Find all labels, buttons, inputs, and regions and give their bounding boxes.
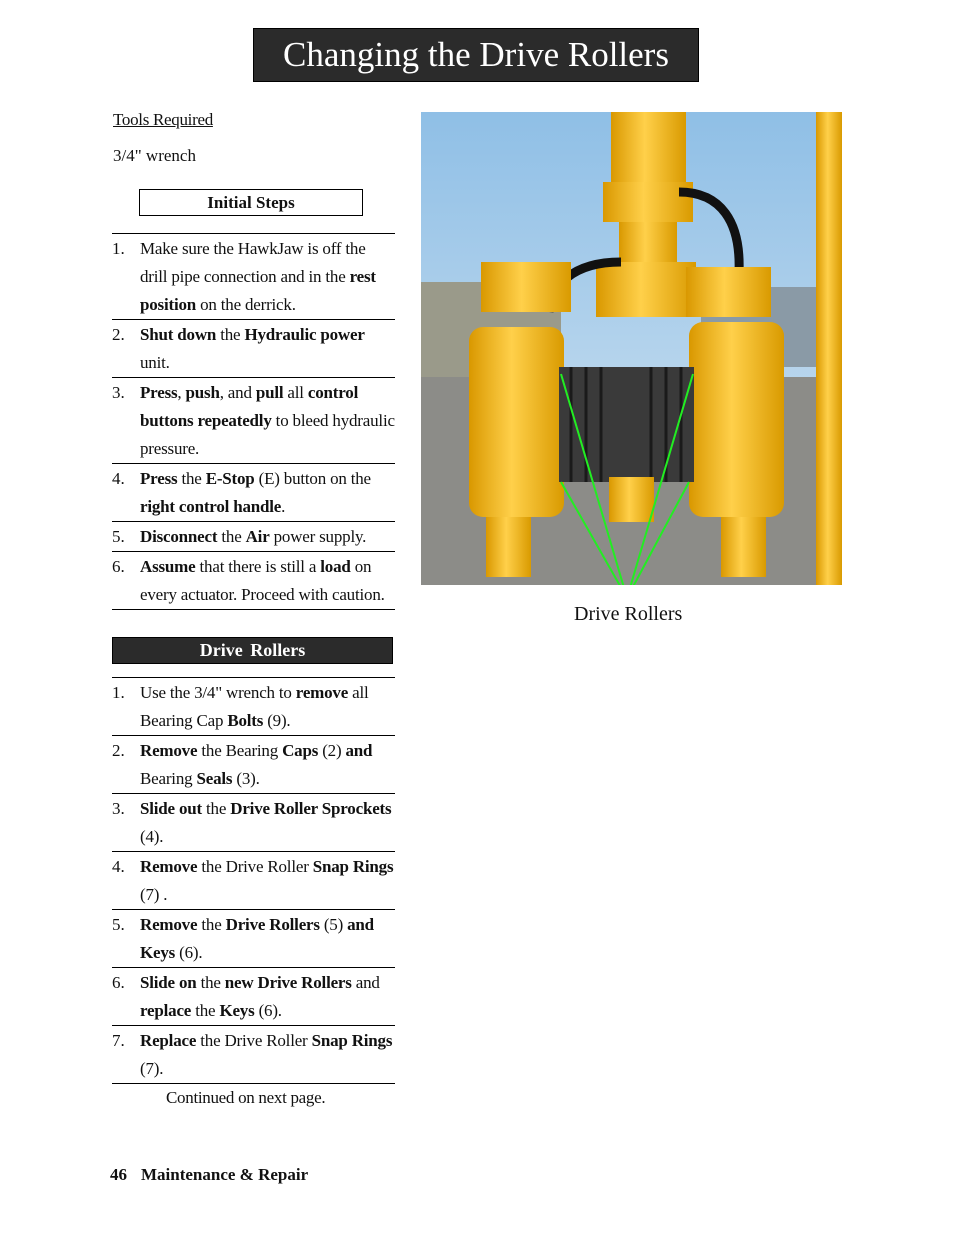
- photo-lower-body: [609, 477, 654, 522]
- photo-caption: Drive Rollers: [574, 603, 683, 625]
- initial-step-6: [112, 552, 395, 610]
- photo-right-housing: [689, 322, 784, 517]
- continued-note: Continued on next page.: [166, 1088, 326, 1107]
- step-text: Press, push, and pull all control buttons repeatedly to bleed hydraulic pressure.: [140, 383, 395, 458]
- initial-step-5: [112, 522, 395, 552]
- photo-right-foot: [721, 517, 766, 577]
- initial-steps-list: [112, 233, 395, 610]
- step-text: Use the 3/4" wrench to remove all Bearing Cap Bolts (9).: [140, 683, 369, 730]
- page-title: Changing the Drive Rollers: [253, 28, 699, 82]
- step-number: 3.: [112, 383, 125, 402]
- page-number: 46: [110, 1165, 127, 1184]
- step-text: Disconnect the Air power supply.: [140, 527, 367, 546]
- page-footer: [110, 1165, 308, 1185]
- step-text: Slide out the Drive Roller Sprockets (4).: [140, 799, 392, 846]
- initial-step-3: [112, 378, 395, 464]
- step-text: Assume that there is still a load on every actuator. Proceed with caution.: [140, 557, 385, 604]
- step-text: Slide on the new Drive Rollers and replace the Keys (6).: [140, 973, 380, 1020]
- tools-required-label: Tools Required: [113, 110, 213, 129]
- step-text: Replace the Drive Roller Snap Rings (7).: [140, 1031, 393, 1078]
- step-text: Remove the Drive Rollers (5) and Keys (6).: [140, 915, 374, 962]
- step-number: 3.: [112, 799, 125, 818]
- drive-rollers-step-7: [112, 1026, 395, 1084]
- drive-rollers-step-3: [112, 794, 395, 852]
- step-number: 7.: [112, 1031, 125, 1050]
- step-number: 1.: [112, 683, 125, 702]
- drive-rollers-step-4: [112, 852, 395, 910]
- photo-right-post: [816, 112, 842, 585]
- drive-rollers-step-2: [112, 736, 395, 794]
- step-number: 1.: [112, 239, 125, 258]
- step-number: 2.: [112, 741, 125, 760]
- step-text: Shut down the Hydraulic power unit.: [140, 325, 365, 372]
- initial-step-2: [112, 320, 395, 378]
- step-number: 4.: [112, 469, 125, 488]
- step-text: Press the E-Stop (E) button on the right control handle.: [140, 469, 371, 516]
- initial-step-1: [112, 234, 395, 320]
- step-number: 2.: [112, 325, 125, 344]
- initial-step-4: [112, 464, 395, 522]
- tools-required-value: 3/4" wrench: [113, 146, 196, 165]
- step-number: 6.: [112, 557, 125, 576]
- step-text: Remove the Bearing Caps (2) and Bearing Seals (3).: [140, 741, 373, 788]
- drive-rollers-photo: [421, 112, 842, 585]
- step-number: 4.: [112, 857, 125, 876]
- drive-rollers-step-1: [112, 678, 395, 736]
- photo-neck: [619, 222, 677, 262]
- drive-rollers-steps-list: [112, 677, 395, 1084]
- photo-left-cap: [481, 262, 571, 312]
- initial-steps-heading: Initial Steps: [139, 189, 363, 216]
- drive-rollers-step-5: [112, 910, 395, 968]
- photo-left-housing: [469, 327, 564, 517]
- photo-right-cap: [686, 267, 771, 317]
- step-number: 6.: [112, 973, 125, 992]
- step-number: 5.: [112, 915, 125, 934]
- footer-section: Maintenance & Repair: [141, 1165, 309, 1184]
- photo-hub: [596, 262, 696, 317]
- step-number: 5.: [112, 527, 125, 546]
- step-text: Remove the Drive Roller Snap Rings (7) .: [140, 857, 394, 904]
- photo-top-shaft: [611, 112, 686, 182]
- drive-rollers-step-6: [112, 968, 395, 1026]
- photo-left-foot: [486, 517, 531, 577]
- photo-rollers: [559, 367, 694, 482]
- drive-rollers-heading: Drive Rollers: [112, 637, 393, 664]
- step-text: Make sure the HawkJaw is off the drill pipe connection and in the rest position on the derrick.: [140, 239, 376, 314]
